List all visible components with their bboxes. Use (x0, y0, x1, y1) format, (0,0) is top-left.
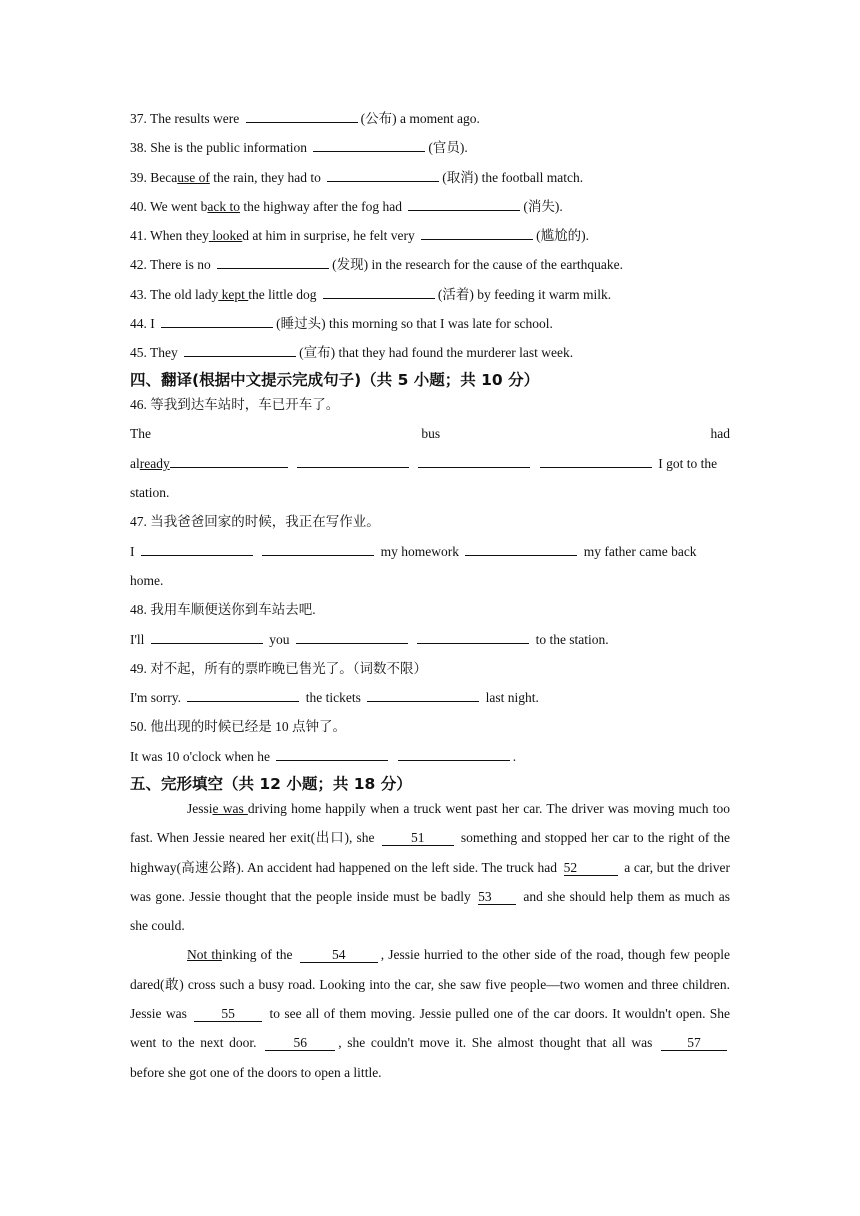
question-37: 37. The results were (公布) a moment ago. (130, 111, 480, 126)
answer-blank[interactable] (398, 748, 510, 761)
question-48-line: I'll you to the station. (130, 632, 609, 647)
answer-blank[interactable] (161, 315, 273, 328)
question-47-chinese: 47. 当我爸爸回家的时候，我正在写作业。 (130, 514, 380, 529)
question-47-line-1: I my homework my father came back (130, 544, 697, 559)
answer-blank[interactable] (184, 344, 296, 357)
question-50-line: It was 10 o'clock when he . (130, 749, 517, 764)
answer-blank[interactable] (170, 455, 288, 468)
section-heading-translation: 四、翻译(根据中文提示完成句子)（共 5 小题；共 10 分） (130, 371, 540, 389)
cloze-blank-57[interactable]: 57 (661, 1036, 727, 1051)
question-46-line-2: already I got to the (130, 456, 718, 471)
answer-blank[interactable] (141, 543, 253, 556)
question-45: 45. They (宣布) that they had found the murderer last week. (130, 345, 574, 360)
question-50-chinese: 50. 他出现的时候已经是 10 点钟了。 (130, 719, 346, 734)
cloze-paragraph-2: Not thinking of the 54 , Jessie hurried to the other side of the road, though few people dared(敢) cross such a busy road. Looking into the car, she saw five people—two women and three children. Jessie was 55 to see all of them moving. Jessie pulled one of the car doors. It wouldn't open. She went to the next door. 56 , she couldn't move it. She almost thought that all was 57 before she got one of the doors to open a little. (130, 947, 731, 1080)
cloze-blank-55[interactable]: 55 (194, 1007, 262, 1022)
answer-blank[interactable] (297, 455, 409, 468)
question-49-chinese: 49. 对不起，所有的票昨晚已售光了。（词数不限） (130, 661, 427, 676)
answer-blank[interactable] (421, 227, 533, 240)
cloze-paragraph-1: Jessie was driving home happily when a truck went past her car. The driver was moving much too fast. When Jessie neared her exit(出口), she 51 something and stopped her car to the right of the highway(高速公路). An accident had happened on the left side. The truck had 52 a car, but the driver was gone. Jessie thought that the people inside must be badly 53 and she should help them as much as she could. (130, 801, 731, 934)
answer-blank[interactable] (465, 543, 577, 556)
answer-blank[interactable] (540, 455, 652, 468)
question-44: 44. I (睡过头) this morning so that I was late for school. (130, 316, 553, 331)
question-38: 38. She is the public information (官员). (130, 140, 468, 155)
cloze-blank-53[interactable]: 53 (478, 890, 516, 905)
answer-blank[interactable] (246, 110, 358, 123)
answer-blank[interactable] (276, 748, 388, 761)
question-40: 40. We went back to the highway after the fog had (消失). (130, 199, 563, 214)
answer-blank[interactable] (327, 169, 439, 182)
question-43: 43. The old lady kept the little dog (活着) by feeding it warm milk. (130, 287, 612, 302)
answer-blank[interactable] (313, 139, 425, 152)
answer-blank[interactable] (417, 631, 529, 644)
answer-blank[interactable] (323, 286, 435, 299)
question-42: 42. There is no (发现) in the research for the cause of the earthquake. (130, 257, 623, 272)
cloze-blank-51[interactable]: 51 (382, 831, 454, 846)
answer-blank[interactable] (217, 256, 329, 269)
answer-blank[interactable] (367, 689, 479, 702)
question-46-line-1: The bus had (130, 426, 730, 441)
answer-blank[interactable] (296, 631, 408, 644)
section-heading-cloze: 五、完形填空（共 12 小题；共 18 分） (130, 775, 412, 793)
question-46-line-3: station. (130, 485, 170, 500)
cloze-blank-54[interactable]: 54 (300, 948, 378, 963)
question-41: 41. When they looked at him in surprise, he felt very (尴尬的). (130, 228, 589, 243)
answer-blank[interactable] (262, 543, 374, 556)
question-49-line: I'm sorry. the tickets last night. (130, 690, 539, 705)
question-47-line-2: home. (130, 573, 164, 588)
answer-blank[interactable] (151, 631, 263, 644)
answer-blank[interactable] (408, 198, 520, 211)
cloze-blank-56[interactable]: 56 (265, 1036, 335, 1051)
cloze-passage (130, 794, 730, 1087)
cloze-blank-52[interactable]: 52 (564, 861, 618, 876)
question-46-chinese: 46. 等我到达车站时，车已开车了。 (130, 397, 340, 412)
answer-blank[interactable] (187, 689, 299, 702)
answer-blank[interactable] (418, 455, 530, 468)
question-48-chinese: 48. 我用车顺便送你到车站去吧. (130, 602, 316, 617)
question-39: 39. Because of the rain, they had to (取消) the football match. (130, 170, 584, 185)
